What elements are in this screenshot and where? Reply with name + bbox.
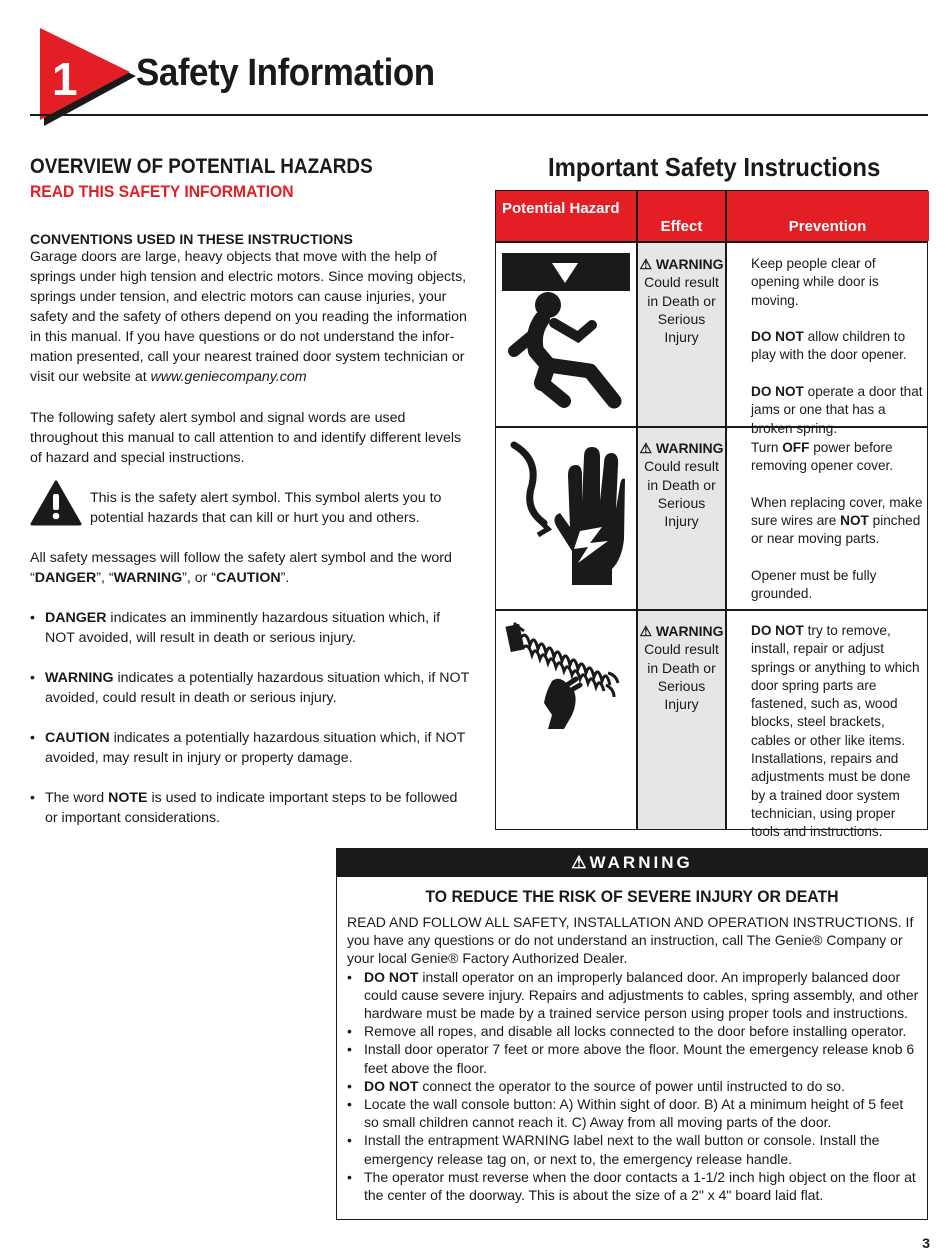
- warning-list-item: • Locate the wall console button: A) Within sight of door. B) At a minimum height of 5 feet so small children cannot reach it. C) Away from all moving parts of the door.: [347, 1096, 904, 1131]
- column-header-hazard: Potential Hazard: [496, 191, 637, 241]
- signal-words-paragraph: All safety messages will follow the safety alert symbol and the word “DANGER”, “WARNING”, or “CAUTION”.: [30, 550, 452, 586]
- page-title: Safety Information: [136, 52, 435, 94]
- warning-triangle-icon: ⚠: [639, 623, 652, 639]
- alert-symbol-description: This is the safety alert symbol. This symbol alerts you to potential hazards that can kill or hurt you and others.: [90, 490, 442, 526]
- warning-list-item: • The operator must reverse when the door contacts a 1-1/2 inch high object on the floor at the center of the doorway. This is about the size of a 2" x 4" board laid flat.: [347, 1168, 916, 1204]
- alert-intro-paragraph: The following safety alert symbol and signal words are used throughout this manual to call attention to and identify different levels of hazard and special instructions.: [30, 410, 462, 466]
- warning-box: [336, 848, 928, 1220]
- website-link[interactable]: www.geniecompany.com: [150, 369, 307, 385]
- warning-list-item: • DO NOT connect the operator to the source of power until instructed to do so.: [347, 1077, 845, 1094]
- list-item-caution: • CAUTION indicates a potentially hazardous situation which, if NOT avoided, may result in injury or property damage.: [30, 730, 466, 766]
- warning-body: [347, 913, 919, 1204]
- warning-list-item: • Install the entrapment WARNING label next to the wall button or console. Install the emergency release tag on, or next to, the emergency release handle.: [347, 1132, 880, 1167]
- page-number: 3: [922, 1235, 930, 1251]
- safety-instructions-table: [495, 190, 928, 840]
- warning-intro: READ AND FOLLOW ALL SAFETY, INSTALLATION AND OPERATION INSTRUCTIONS. If you have any questions or do not understand an instruction, call The Genie® Company or your local Genie® Factory Authorized Dealer.: [347, 914, 914, 967]
- prevention-cell: DO NOT try to remove, install, repair or adjust springs or anything to which door spring parts are fastened, such as, wood blocks, steel brackets, cables or other like items. Installations, repairs and adjustments must be done by a trained door system technician, using proper tools and instructions.: [751, 623, 920, 840]
- list-item-note: • The word NOTE is used to indicate important steps to be followed or important considerations.: [30, 790, 458, 826]
- chapter-number: 1: [52, 53, 78, 105]
- warning-list-item: • Install door operator 7 feet or more above the floor. Mount the emergency release knob 6 feet above the floor.: [347, 1041, 915, 1076]
- spring-hazard-icon: [504, 619, 628, 731]
- header-divider: [30, 114, 928, 116]
- row-divider: [496, 241, 927, 243]
- prevention-cell: Keep people clear of opening while door is moving. DO NOT allow children to play with the door opener. DO NOT operate a door that jams or one that has a broken spring.: [751, 256, 923, 436]
- list-item-warning: • WARNING indicates a potentially hazardous situation which, if NOT avoided, could result in death or serious injury.: [30, 670, 469, 706]
- list-item-danger: • DANGER indicates an imminently hazardous situation which, if NOT avoided, will result in death or serious injury.: [30, 610, 441, 646]
- effect-cell: ⚠ WARNING Could result in Death or Serious Injury: [639, 440, 724, 530]
- safety-instructions-title: Important Safety Instructions: [548, 152, 881, 182]
- crush-hazard-icon: [502, 253, 630, 413]
- conventions-paragraph: Garage doors are large, heavy objects that move with the help of springs under high tension and electric motors. Since moving objects, springs under tension, and electric motors can cause injuries, your safety and the safety of others depend on you reading the information in this manual. If you have questions or do not understand the infor-mation presented, call your nearest trained door system technician or visit our website at www.geniecompany.com: [30, 249, 467, 385]
- safety-alert-icon: [30, 480, 82, 526]
- electric-shock-icon: [508, 439, 626, 589]
- warning-banner: ⚠WARNING: [337, 849, 927, 877]
- warning-list-item: • Remove all ropes, and disable all locks connected to the door before installing operator.: [347, 1023, 907, 1040]
- effect-cell: ⚠ WARNING Could result in Death or Serious Injury: [639, 623, 724, 713]
- effect-cell: ⚠ WARNING Could result in Death or Serious Injury: [639, 256, 724, 346]
- warning-triangle-icon: ⚠: [639, 256, 652, 272]
- prevention-cell: Turn OFF power before removing opener cover. When replacing cover, make sure wires are NOT pinched or near moving parts. Opener must be fully grounded.: [751, 440, 923, 602]
- column-header-effect: Effect: [637, 191, 726, 241]
- column-header-prevention: Prevention: [726, 191, 929, 241]
- overview-heading: OVERVIEW OF POTENTIAL HAZARDS: [30, 155, 373, 178]
- warning-subtitle: TO REDUCE THE RISK OF SEVERE INJURY OR DEATH: [425, 887, 839, 906]
- read-safety-subheading: READ THIS SAFETY INFORMATION: [30, 182, 294, 201]
- warning-triangle-icon: ⚠: [571, 853, 590, 872]
- warning-triangle-icon: ⚠: [639, 440, 652, 456]
- conventions-heading: CONVENTIONS USED IN THESE INSTRUCTIONS: [30, 231, 353, 247]
- warning-list-item: • DO NOT install operator on an improperly balanced door. An improperly balanced door could cause severe injury. Repairs and adjustments to cables, spring assembly, and other hardware must be made by a trained service person using proper tools and instructions.: [347, 968, 919, 1022]
